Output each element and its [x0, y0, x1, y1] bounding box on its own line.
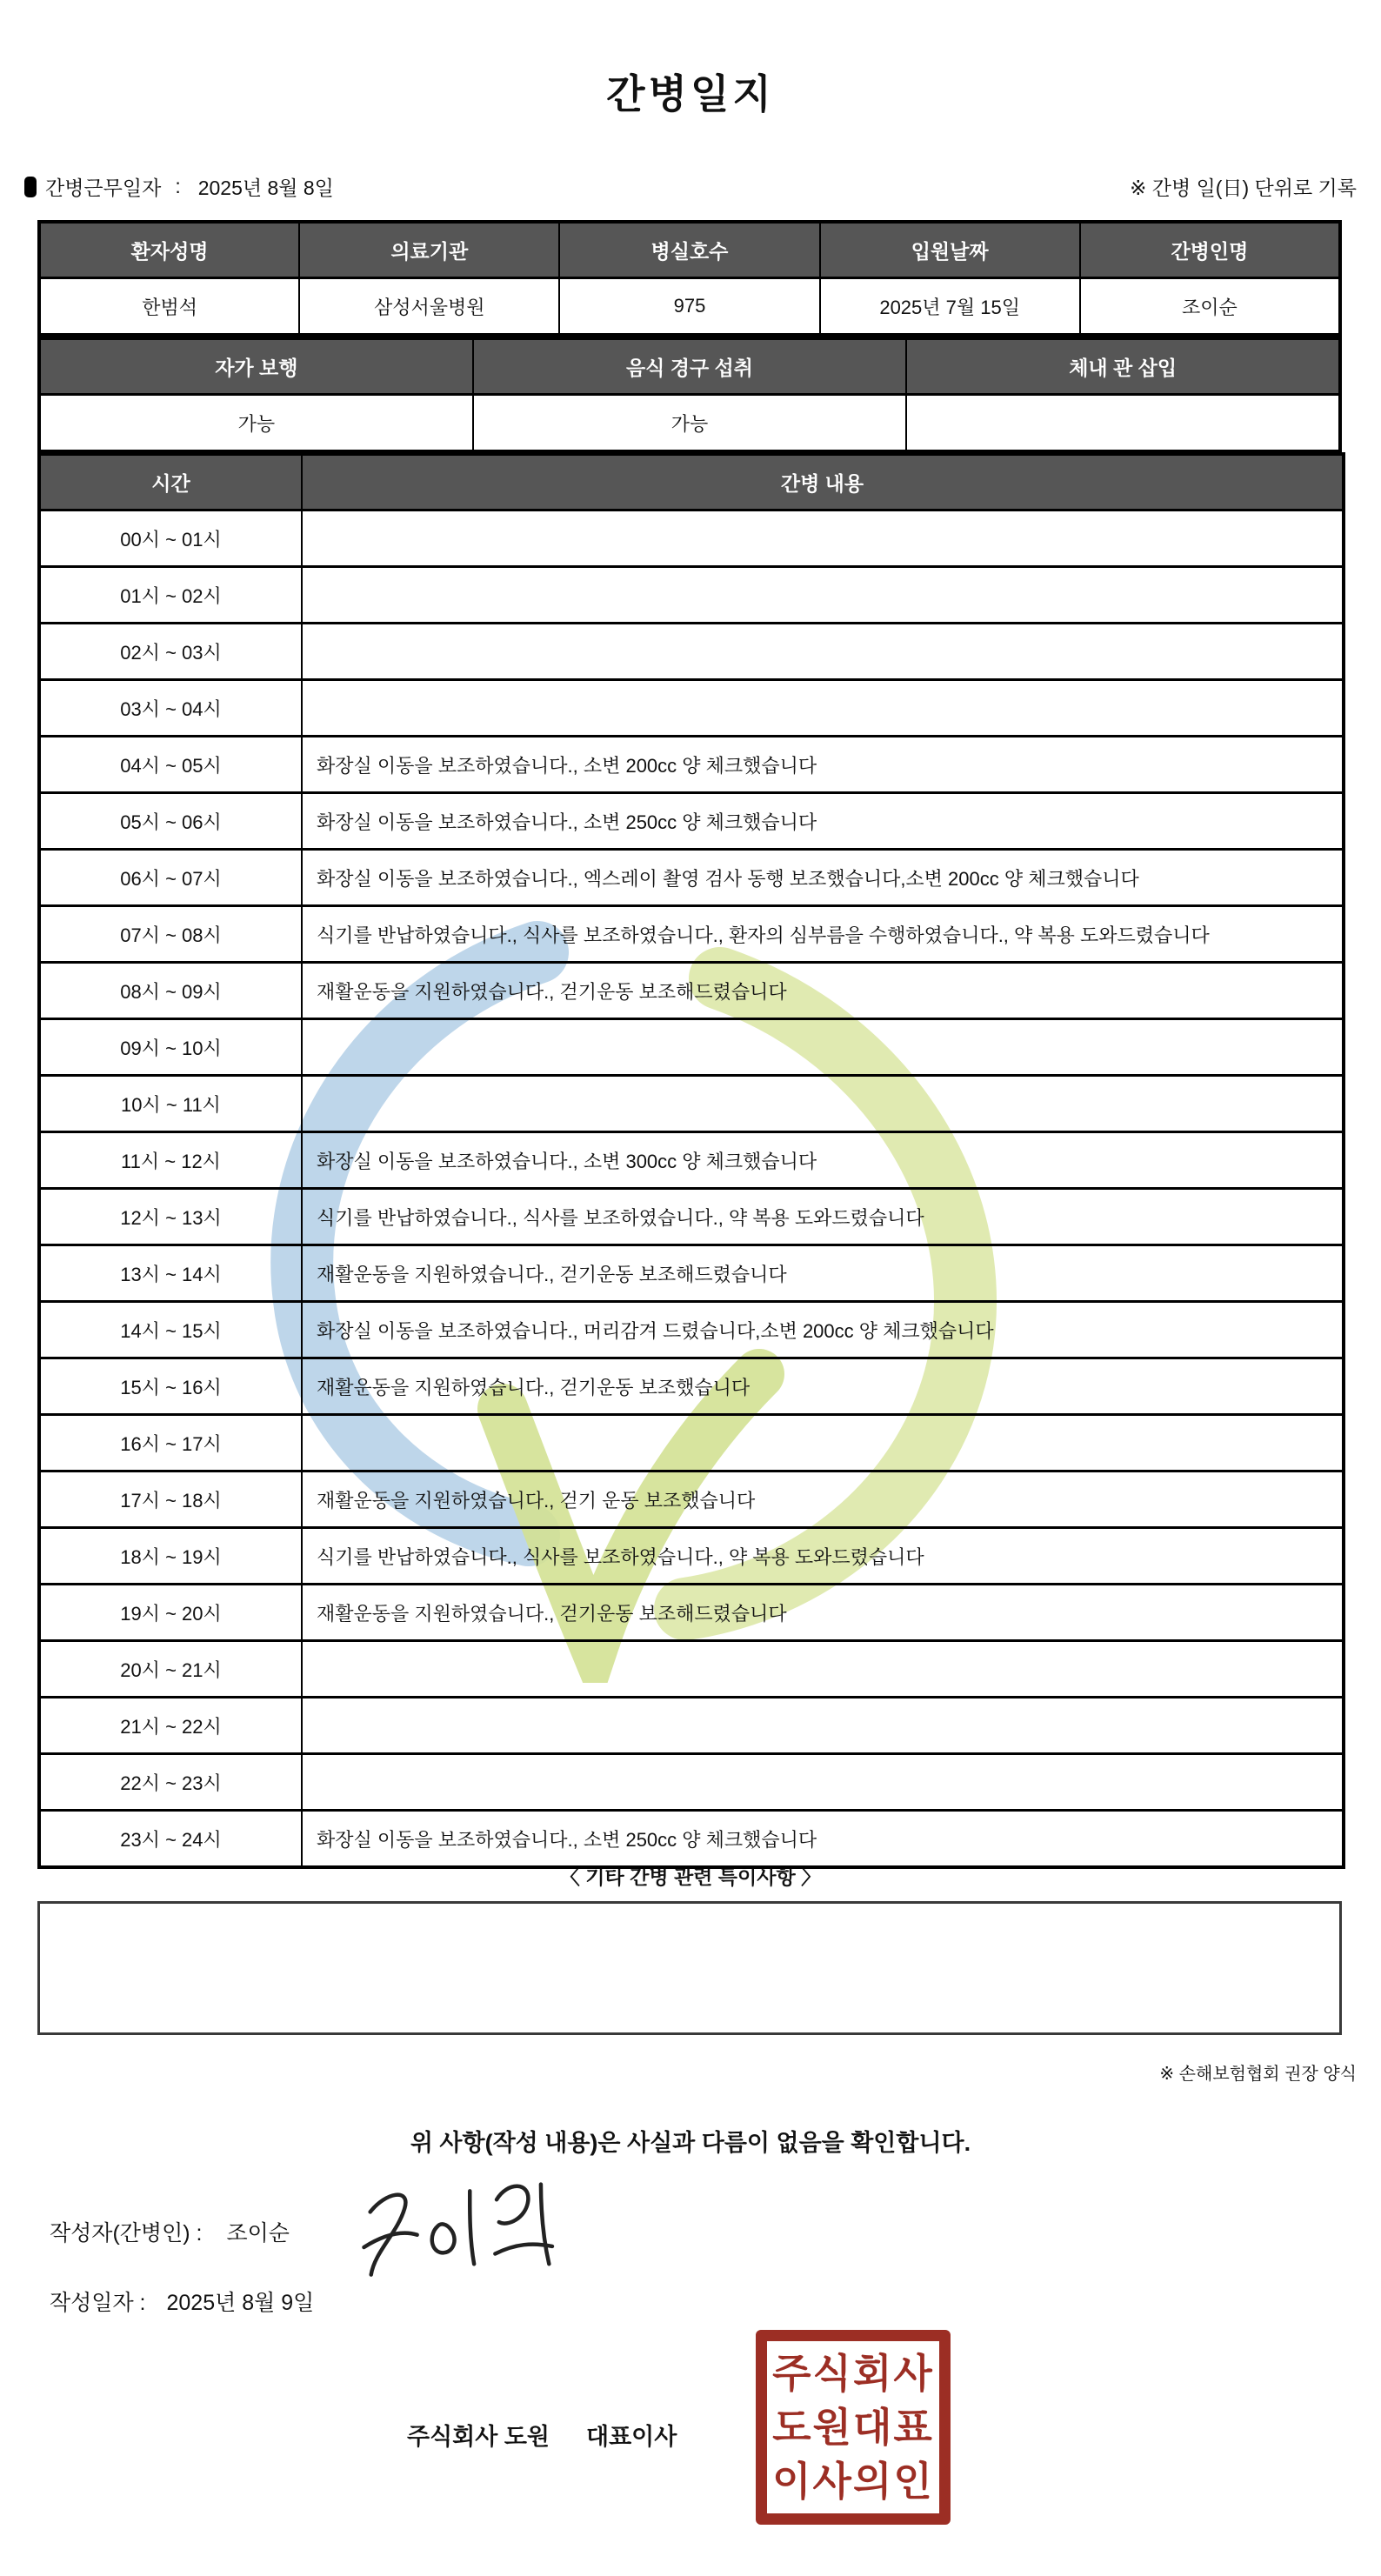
square-bullet-icon [24, 177, 37, 197]
care-time-cell: 04시 ~ 05시 [39, 737, 302, 793]
patient-value-cell: 한범석 [39, 278, 299, 336]
page-title: 간병일지 [606, 71, 775, 117]
status-header-cell: 자가 보행 [39, 338, 473, 395]
writer-label: 작성자(간병인) : [50, 2221, 203, 2246]
company-title: 대표이사 [586, 2424, 677, 2450]
care-time-cell: 00시 ~ 01시 [39, 511, 302, 567]
company-seal [756, 2330, 951, 2525]
meta-row [24, 172, 1357, 201]
care-content-cell: 식기를 반납하였습니다., 식사를 보조하였습니다., 약 복용 도와드렸습니다 [302, 1189, 1344, 1245]
patient-header-cell: 입원날짜 [820, 222, 1080, 278]
care-content-cell: 화장실 이동을 보조하였습니다., 소변 300cc 양 체크했습니다 [302, 1132, 1344, 1189]
care-row [39, 1754, 1344, 1811]
status-header-cell: 음식 경구 섭취 [473, 338, 907, 395]
care-content-cell: 식기를 반납하였습니다., 식사를 보조하였습니다., 약 복용 도와드렸습니다 [302, 1528, 1344, 1585]
care-row [39, 793, 1344, 850]
care-content-cell [302, 511, 1344, 567]
care-header-row [39, 454, 1344, 511]
care-content-cell: 화장실 이동을 보조하였습니다., 엑스레이 촬영 검사 동행 보조했습니다,소변 200cc 양 체크했습니다 [302, 850, 1344, 906]
care-time-cell: 16시 ~ 17시 [39, 1415, 302, 1472]
write-date-line [50, 2286, 314, 2317]
care-row [39, 1358, 1344, 1415]
care-time-cell: 20시 ~ 21시 [39, 1641, 302, 1698]
care-row [39, 1698, 1344, 1754]
care-content-cell [302, 680, 1344, 737]
care-time-cell: 21시 ~ 22시 [39, 1698, 302, 1754]
care-row [39, 1245, 1344, 1302]
unit-note: ※ 간병 일(日) 단위로 기록 [1130, 177, 1357, 199]
care-time-cell: 12시 ~ 13시 [39, 1189, 302, 1245]
care-time-cell: 23시 ~ 24시 [39, 1811, 302, 1868]
care-row [39, 1811, 1344, 1868]
care-time-cell: 22시 ~ 23시 [39, 1754, 302, 1811]
care-time-cell: 03시 ~ 04시 [39, 680, 302, 737]
care-content-header: 간병 내용 [302, 454, 1344, 511]
status-value-cell: 가능 [473, 395, 907, 452]
care-content-cell [302, 1698, 1344, 1754]
care-row [39, 624, 1344, 680]
patient-value-cell: 조이순 [1080, 278, 1340, 336]
work-date-separator: : [175, 175, 181, 197]
patient-header-cell: 환자성명 [39, 222, 299, 278]
care-content-cell: 화장실 이동을 보조하였습니다., 소변 200cc 양 체크했습니다 [302, 737, 1344, 793]
notes-box [37, 1901, 1342, 2035]
status-value-cell [906, 395, 1340, 452]
care-time-cell: 07시 ~ 08시 [39, 906, 302, 963]
care-content-cell: 재활운동을 지원하였습니다., 걷기운동 보조했습니다 [302, 1358, 1344, 1415]
care-time-cell: 09시 ~ 10시 [39, 1019, 302, 1076]
form-recommendation-note: ※ 손해보험협회 권장 양식 [1159, 2065, 1357, 2084]
care-row [39, 511, 1344, 567]
care-content-cell: 재활운동을 지원하였습니다., 걷기운동 보조해드렸습니다 [302, 1245, 1344, 1302]
handwritten-signature [342, 2165, 585, 2311]
seal-line: 도원대표 [772, 2405, 934, 2450]
patient-value-row [39, 278, 1340, 336]
care-time-cell: 13시 ~ 14시 [39, 1245, 302, 1302]
care-row [39, 1528, 1344, 1585]
patient-header-cell: 의료기관 [299, 222, 559, 278]
status-header-row [39, 338, 1340, 395]
patient-info-table [37, 220, 1342, 337]
care-content-cell: 화장실 이동을 보조하였습니다., 머리감겨 드렸습니다,소변 200cc 양 체크했습니다 [302, 1302, 1344, 1358]
care-time-cell: 15시 ~ 16시 [39, 1358, 302, 1415]
writer-line [50, 2216, 290, 2247]
care-content-cell [302, 1641, 1344, 1698]
care-content-cell: 재활운동을 지원하였습니다., 걷기 운동 보조했습니다 [302, 1472, 1344, 1528]
write-date-label: 작성일자 : [50, 2291, 146, 2315]
care-content-cell [302, 1415, 1344, 1472]
care-row [39, 1302, 1344, 1358]
care-content-cell: 재활운동을 지원하였습니다., 걷기운동 보조해드렸습니다 [302, 1585, 1344, 1641]
care-row [39, 567, 1344, 624]
care-content-cell [302, 624, 1344, 680]
confirmation-statement: 위 사항(작성 내용)은 사실과 다름이 없음을 확인합니다. [410, 2130, 971, 2156]
care-time-cell: 08시 ~ 09시 [39, 963, 302, 1019]
care-row [39, 850, 1344, 906]
writer-name: 조이순 [226, 2221, 290, 2246]
care-content-cell: 화장실 이동을 보조하였습니다., 소변 250cc 양 체크했습니다 [302, 1811, 1344, 1868]
care-time-cell: 19시 ~ 20시 [39, 1585, 302, 1641]
care-row [39, 737, 1344, 793]
care-content-cell [302, 1076, 1344, 1132]
care-row [39, 1472, 1344, 1528]
care-time-cell: 02시 ~ 03시 [39, 624, 302, 680]
patient-header-cell: 병실호수 [559, 222, 819, 278]
company-line [407, 2418, 677, 2452]
care-time-cell: 17시 ~ 18시 [39, 1472, 302, 1528]
care-time-cell: 05시 ~ 06시 [39, 793, 302, 850]
care-row [39, 906, 1344, 963]
care-row [39, 1189, 1344, 1245]
care-content-cell [302, 1754, 1344, 1811]
seal-line: 이사의인 [772, 2459, 934, 2504]
care-time-cell: 10시 ~ 11시 [39, 1076, 302, 1132]
care-time-cell: 11시 ~ 12시 [39, 1132, 302, 1189]
status-value-row [39, 395, 1340, 452]
care-time-cell: 01시 ~ 02시 [39, 567, 302, 624]
patient-value-cell: 975 [559, 278, 819, 336]
write-date-value: 2025년 8월 9일 [166, 2291, 315, 2315]
care-time-cell: 18시 ~ 19시 [39, 1528, 302, 1585]
care-content-cell: 화장실 이동을 보조하였습니다., 소변 250cc 양 체크했습니다 [302, 793, 1344, 850]
care-content-cell [302, 1019, 1344, 1076]
care-row [39, 1076, 1344, 1132]
patient-value-cell: 삼성서울병원 [299, 278, 559, 336]
care-time-cell: 14시 ~ 15시 [39, 1302, 302, 1358]
status-header-cell: 체내 관 삽입 [906, 338, 1340, 395]
care-row [39, 1132, 1344, 1189]
care-content-cell: 재활운동을 지원하였습니다., 걷기운동 보조해드렸습니다 [302, 963, 1344, 1019]
patient-header-row [39, 222, 1340, 278]
seal-line: 주식회사 [772, 2351, 934, 2396]
care-row [39, 1415, 1344, 1472]
work-date-value: 2025년 8월 8일 [197, 177, 334, 199]
patient-header-cell: 간병인명 [1080, 222, 1340, 278]
care-log-table [37, 452, 1345, 1869]
care-row [39, 680, 1344, 737]
status-table [37, 337, 1342, 453]
company-name: 주식회사 도원 [407, 2424, 550, 2450]
status-value-cell: 가능 [39, 395, 473, 452]
care-row [39, 1019, 1344, 1076]
notes-section-title: 〈 기타 간병 관련 특이사항 〉 [559, 1865, 822, 1888]
care-content-cell: 식기를 반납하였습니다., 식사를 보조하였습니다., 환자의 심부름을 수행하였습니다., 약 복용 도와드렸습니다 [302, 906, 1344, 963]
care-row [39, 963, 1344, 1019]
care-row [39, 1585, 1344, 1641]
work-date-label: 간병근무일자 [45, 177, 162, 199]
care-time-header: 시간 [39, 454, 302, 511]
care-row [39, 1641, 1344, 1698]
work-date-line [24, 172, 334, 201]
care-content-cell [302, 567, 1344, 624]
patient-value-cell: 2025년 7월 15일 [820, 278, 1080, 336]
care-time-cell: 06시 ~ 07시 [39, 850, 302, 906]
